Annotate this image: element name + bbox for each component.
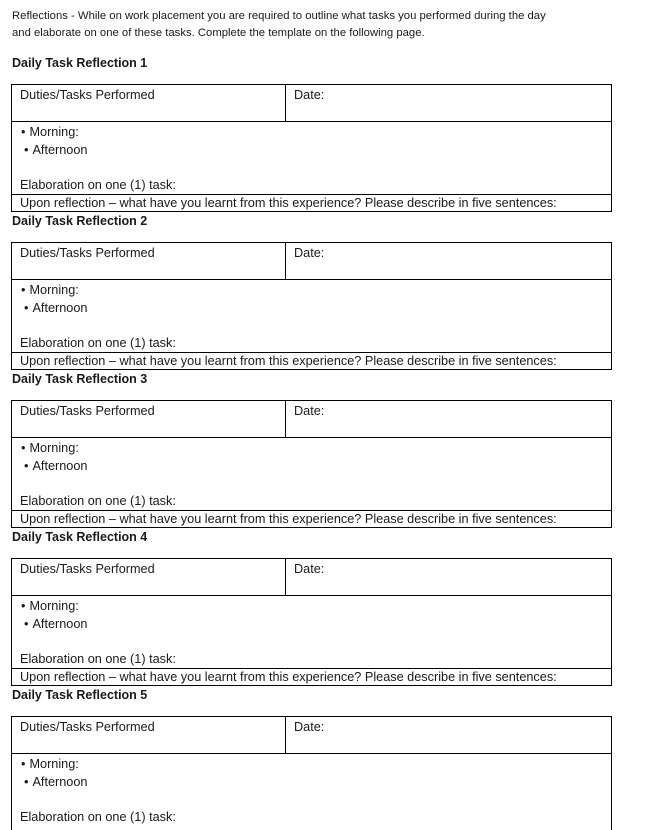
afternoon-item [24,300,87,316]
elaboration-label: Elaboration on one (1) task: [20,810,176,824]
afternoon-label: Afternoon [32,301,88,315]
intro-line-1: Reflections - While on work placement you are required to outline what tasks you performed during the day [12,10,546,22]
reflection-4-table [11,558,612,686]
bullet-icon: • [24,301,29,315]
reflection-3-body-cell[interactable] [12,438,611,511]
date-label: Date: [294,404,325,418]
bullet-icon: • [21,125,26,139]
reflection-prompt: Upon reflection – what have you learnt from this experience? Please describe in five sentences: [20,512,557,526]
bullet-icon: • [24,143,29,157]
bullet-icon: • [21,283,26,297]
morning-item [21,440,79,456]
reflection-1-heading: Daily Task Reflection 1 [12,56,148,70]
afternoon-label: Afternoon [32,775,88,789]
reflection-5-date-cell[interactable] [286,717,611,753]
duties-label: Duties/Tasks Performed [20,88,155,102]
reflection-1-duties-cell[interactable] [12,85,286,121]
morning-label: Morning: [29,757,79,771]
reflection-3-table [11,400,612,528]
morning-label: Morning: [29,283,79,297]
reflection-2-prompt-row[interactable] [12,353,611,369]
reflection-1-body-cell[interactable] [12,122,611,195]
reflection-2-table [11,242,612,370]
reflection-1-prompt-row[interactable] [12,195,611,211]
reflection-4-top-row [12,559,611,596]
reflection-3-prompt-row[interactable] [12,511,611,527]
reflection-5-table [11,716,612,830]
reflection-3-date-cell[interactable] [286,401,611,437]
morning-item [21,598,79,614]
afternoon-label: Afternoon [32,143,88,157]
duties-label: Duties/Tasks Performed [20,404,155,418]
reflection-prompt: Upon reflection – what have you learnt from this experience? Please describe in five sentences: [20,196,557,210]
reflection-3-heading: Daily Task Reflection 3 [12,372,148,386]
reflection-2-date-cell[interactable] [286,243,611,279]
elaboration-label: Elaboration on one (1) task: [20,178,176,192]
afternoon-item [24,458,87,474]
morning-item [21,282,79,298]
reflection-2-body-cell[interactable] [12,280,611,353]
morning-label: Morning: [29,599,79,613]
reflection-5-body-cell[interactable] [12,754,611,826]
date-label: Date: [294,246,325,260]
reflection-4-heading: Daily Task Reflection 4 [12,530,148,544]
reflection-5-heading: Daily Task Reflection 5 [12,688,148,702]
reflection-1-date-cell[interactable] [286,85,611,121]
intro-paragraph [12,8,632,42]
reflection-prompt: Upon reflection – what have you learnt from this experience? Please describe in five sentences: [20,354,557,368]
reflection-4-duties-cell[interactable] [12,559,286,595]
elaboration-label: Elaboration on one (1) task: [20,652,176,666]
afternoon-label: Afternoon [32,459,88,473]
reflection-prompt: Upon reflection – what have you learnt from this experience? Please describe in five sentences: [20,670,557,684]
duties-label: Duties/Tasks Performed [20,246,155,260]
elaboration-label: Elaboration on one (1) task: [20,336,176,350]
reflection-3-top-row [12,401,611,438]
afternoon-item [24,774,87,790]
reflection-2-duties-cell[interactable] [12,243,286,279]
reflection-2-heading: Daily Task Reflection 2 [12,214,148,228]
morning-item [21,124,79,140]
afternoon-label: Afternoon [32,617,88,631]
afternoon-item [24,142,87,158]
reflection-4-prompt-row[interactable] [12,669,611,685]
bullet-icon: • [21,599,26,613]
reflection-2-top-row [12,243,611,280]
reflection-4-body-cell[interactable] [12,596,611,669]
morning-item [21,756,79,772]
bullet-icon: • [21,757,26,771]
reflection-4-date-cell[interactable] [286,559,611,595]
duties-label: Duties/Tasks Performed [20,562,155,576]
intro-line-2: and elaborate on one of these tasks. Complete the template on the following page. [12,27,425,39]
date-label: Date: [294,88,325,102]
elaboration-label: Elaboration on one (1) task: [20,494,176,508]
duties-label: Duties/Tasks Performed [20,720,155,734]
reflection-5-top-row [12,717,611,754]
morning-label: Morning: [29,441,79,455]
bullet-icon: • [24,775,29,789]
date-label: Date: [294,720,325,734]
reflection-1-top-row [12,85,611,122]
date-label: Date: [294,562,325,576]
bullet-icon: • [24,459,29,473]
reflection-5-duties-cell[interactable] [12,717,286,753]
bullet-icon: • [21,441,26,455]
reflection-3-duties-cell[interactable] [12,401,286,437]
reflection-1-table [11,84,612,212]
morning-label: Morning: [29,125,79,139]
afternoon-item [24,616,87,632]
bullet-icon: • [24,617,29,631]
